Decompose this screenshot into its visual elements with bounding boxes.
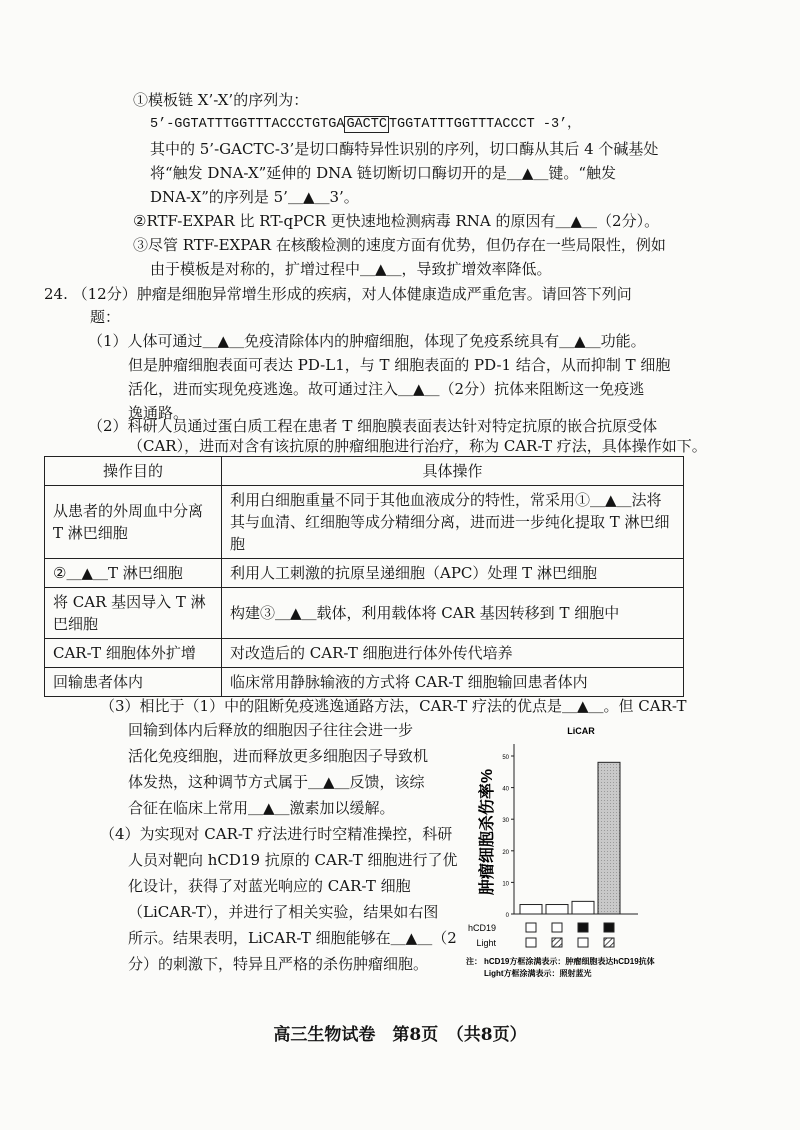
table-cell-operation: 临床常用静脉输液的方式将 CAR-T 细胞输回患者体内 <box>222 668 684 697</box>
sequence-boxed-site: GACTC <box>346 117 387 132</box>
q24-part4-line5: 所示。结果表明，LiCAR-T 细胞能够在＿▲＿（2 <box>128 929 457 947</box>
bar-4 <box>598 762 620 914</box>
hcd19-marker <box>552 923 562 932</box>
hcd19-row-label: hCD19 <box>467 923 496 933</box>
sequence-suffix: TGGTATTTGGTTTACCCT -3’， <box>388 117 581 132</box>
y-tick-label: 30 <box>502 818 509 825</box>
y-tick-label: 40 <box>502 786 509 793</box>
q24-part3-line5: 合征在临床上常用＿▲＿激素加以缓解。 <box>128 799 395 817</box>
sequence-prefix: 5’-GGTATTTGGTTTACCCTGTGA <box>150 117 345 132</box>
table-cell-operation: 利用人工刺激的抗原呈递细胞（APC）处理 T 淋巴细胞 <box>222 559 684 588</box>
table-cell-operation: 利用白细胞重量不同于其他血液成分的特性，常采用①＿▲＿法将其与血清、红细胞等成分精细分离，进而进一步纯化提取 T 淋巴细胞 <box>222 486 684 559</box>
q23-item3-line1: ③尽管 RTF-EXPAR 在核酸检测的速度方面有优势，但仍存在一些局限性，例如 <box>133 236 666 254</box>
table-cell-purpose: CAR-T 细胞体外扩增 <box>45 639 222 668</box>
operations-table <box>44 456 684 697</box>
table-header-operation: 具体操作 <box>222 457 684 486</box>
q24-part3-line2: 回输到体内后释放的细胞因子往往会进一步 <box>128 721 414 739</box>
bars <box>520 762 620 914</box>
table-row <box>45 668 684 697</box>
light-marker <box>526 938 536 947</box>
table-row <box>45 486 684 559</box>
y-tick-label: 0 <box>505 913 509 919</box>
q24-part2-line1: （2）科研人员通过蛋白质工程在患者 T 细胞膜表面表达针对特定抗原的嵌合抗原受体 <box>88 417 658 435</box>
y-ticks <box>502 755 514 919</box>
light-marker <box>604 938 614 947</box>
q23-item1-line4: DNA-X”的序列是 5’＿▲＿3’。 <box>150 188 359 206</box>
page-footer: 高三生物试卷 第8页 （共8页） <box>273 1025 527 1045</box>
q23-item3-line2: 由于模板是对称的，扩增过程中＿▲＿，导致扩增效率降低。 <box>150 260 552 278</box>
bar-2 <box>546 905 568 914</box>
q24-part4-line6: 分）的刺激下，特异且严格的杀伤肿瘤细胞。 <box>128 955 429 973</box>
q24-part3-line3: 活化免疫细胞，进而释放更多细胞因子导致机 <box>128 747 429 765</box>
q24-intro-line2: 题： <box>90 308 121 326</box>
chart-title: LiCAR <box>567 726 595 736</box>
table-header-purpose: 操作目的 <box>45 457 222 486</box>
hcd19-marker <box>526 923 536 932</box>
q24-part1-line3: 活化，进而实现免疫逃逸。故可通过注入＿▲＿（2分）抗体来阻断这一免疫逃 <box>128 380 645 398</box>
condition-markers <box>526 923 614 947</box>
q24-part1-line1: （1）人体可通过＿▲＿免疫清除体内的肿瘤细胞，体现了免疫系统具有＿▲＿功能。 <box>88 332 646 350</box>
table-cell-purpose: 从患者的外周血中分离 T 淋巴细胞 <box>45 486 222 559</box>
y-tick-label: 50 <box>502 755 509 761</box>
table-row <box>45 559 684 588</box>
table-cell-purpose: ②＿▲＿T 淋巴细胞 <box>45 559 222 588</box>
chart-note-prefix: 注： <box>466 957 482 966</box>
q24-part3-line4: 体发热，这种调节方式属于＿▲＿反馈，该综 <box>128 773 425 791</box>
table-cell-purpose: 将 CAR 基因导入 T 淋巴细胞 <box>45 588 222 639</box>
table-row <box>45 639 684 668</box>
q23-item1-line2: 其中的 5’-GACTC-3’是切口酶特异性识别的序列，切口酶从其后 4 个碱基处 <box>150 140 659 158</box>
y-tick-label: 10 <box>502 881 509 888</box>
q24-part4-line2: 人员对靶向 hCD19 抗原的 CAR-T 细胞进行了优 <box>128 851 458 869</box>
light-marker <box>552 938 562 947</box>
bar-3 <box>572 901 594 914</box>
q24-part1-line2: 但是肿瘤细胞表面可表达 PD-L1，与 T 细胞表面的 PD-1 结合，从而抑制 T 细胞 <box>128 356 671 374</box>
light-marker <box>578 938 588 947</box>
licar-bar-chart <box>466 722 696 984</box>
chart-ylabel: 肿瘤细胞杀伤率% <box>479 768 496 896</box>
chart-note-line1: hCD19方框涂满表示：肿瘤细胞表达hCD19抗体 <box>484 957 655 966</box>
table-row <box>45 588 684 639</box>
light-row-label: Light <box>476 938 496 948</box>
q24-part4-line3: 化设计，获得了对蓝光响应的 CAR-T 细胞 <box>128 877 411 895</box>
template-sequence <box>150 115 581 135</box>
bar-1 <box>520 905 542 914</box>
q24-part1-line4: 逸通路。 <box>128 404 189 422</box>
table-cell-purpose: 回输患者体内 <box>45 668 222 697</box>
q24-part2-line2: （CAR），进而对含有该抗原的肿瘤细胞进行治疗，称为 CAR-T 疗法，具体操作如下。 <box>128 437 707 455</box>
q23-item2: ②RTF-EXPAR 比 RT-qPCR 更快速地检测病毒 RNA 的原因有＿▲＿（2分）。 <box>133 212 660 230</box>
q24-part4-line1: （4）为实现对 CAR-T 疗法进行时空精准操控，科研 <box>100 825 453 843</box>
q24-intro-line1: 24. （12分）肿瘤是细胞异常增生形成的疾病，对人体健康造成严重危害。请回答下列问 <box>44 285 632 303</box>
table-header-row <box>45 457 684 486</box>
table-cell-operation: 构建③＿▲＿载体，利用载体将 CAR 基因转移到 T 细胞中 <box>222 588 684 639</box>
chart-note-line2: Light方框涂满表示：照射蓝光 <box>484 969 592 978</box>
q23-item1-title: ①模板链 X’-X’的序列为： <box>133 91 309 109</box>
hcd19-marker <box>578 923 588 932</box>
hcd19-marker <box>604 923 614 932</box>
q24-part3-line1: （3）相比于（1）中的阻断免疫逃逸通路方法，CAR-T 疗法的优点是＿▲＿。但 CAR-T <box>100 697 687 715</box>
table-cell-operation: 对改造后的 CAR-T 细胞进行体外传代培养 <box>222 639 684 668</box>
q23-item1-line3: 将“触发 DNA-X”延伸的 DNA 链切断切口酶切开的是＿▲＿键。“触发 <box>150 164 617 182</box>
q24-part4-line4: （LiCAR-T），并进行了相关实验，结果如右图 <box>128 903 439 921</box>
y-tick-label: 20 <box>502 849 509 856</box>
